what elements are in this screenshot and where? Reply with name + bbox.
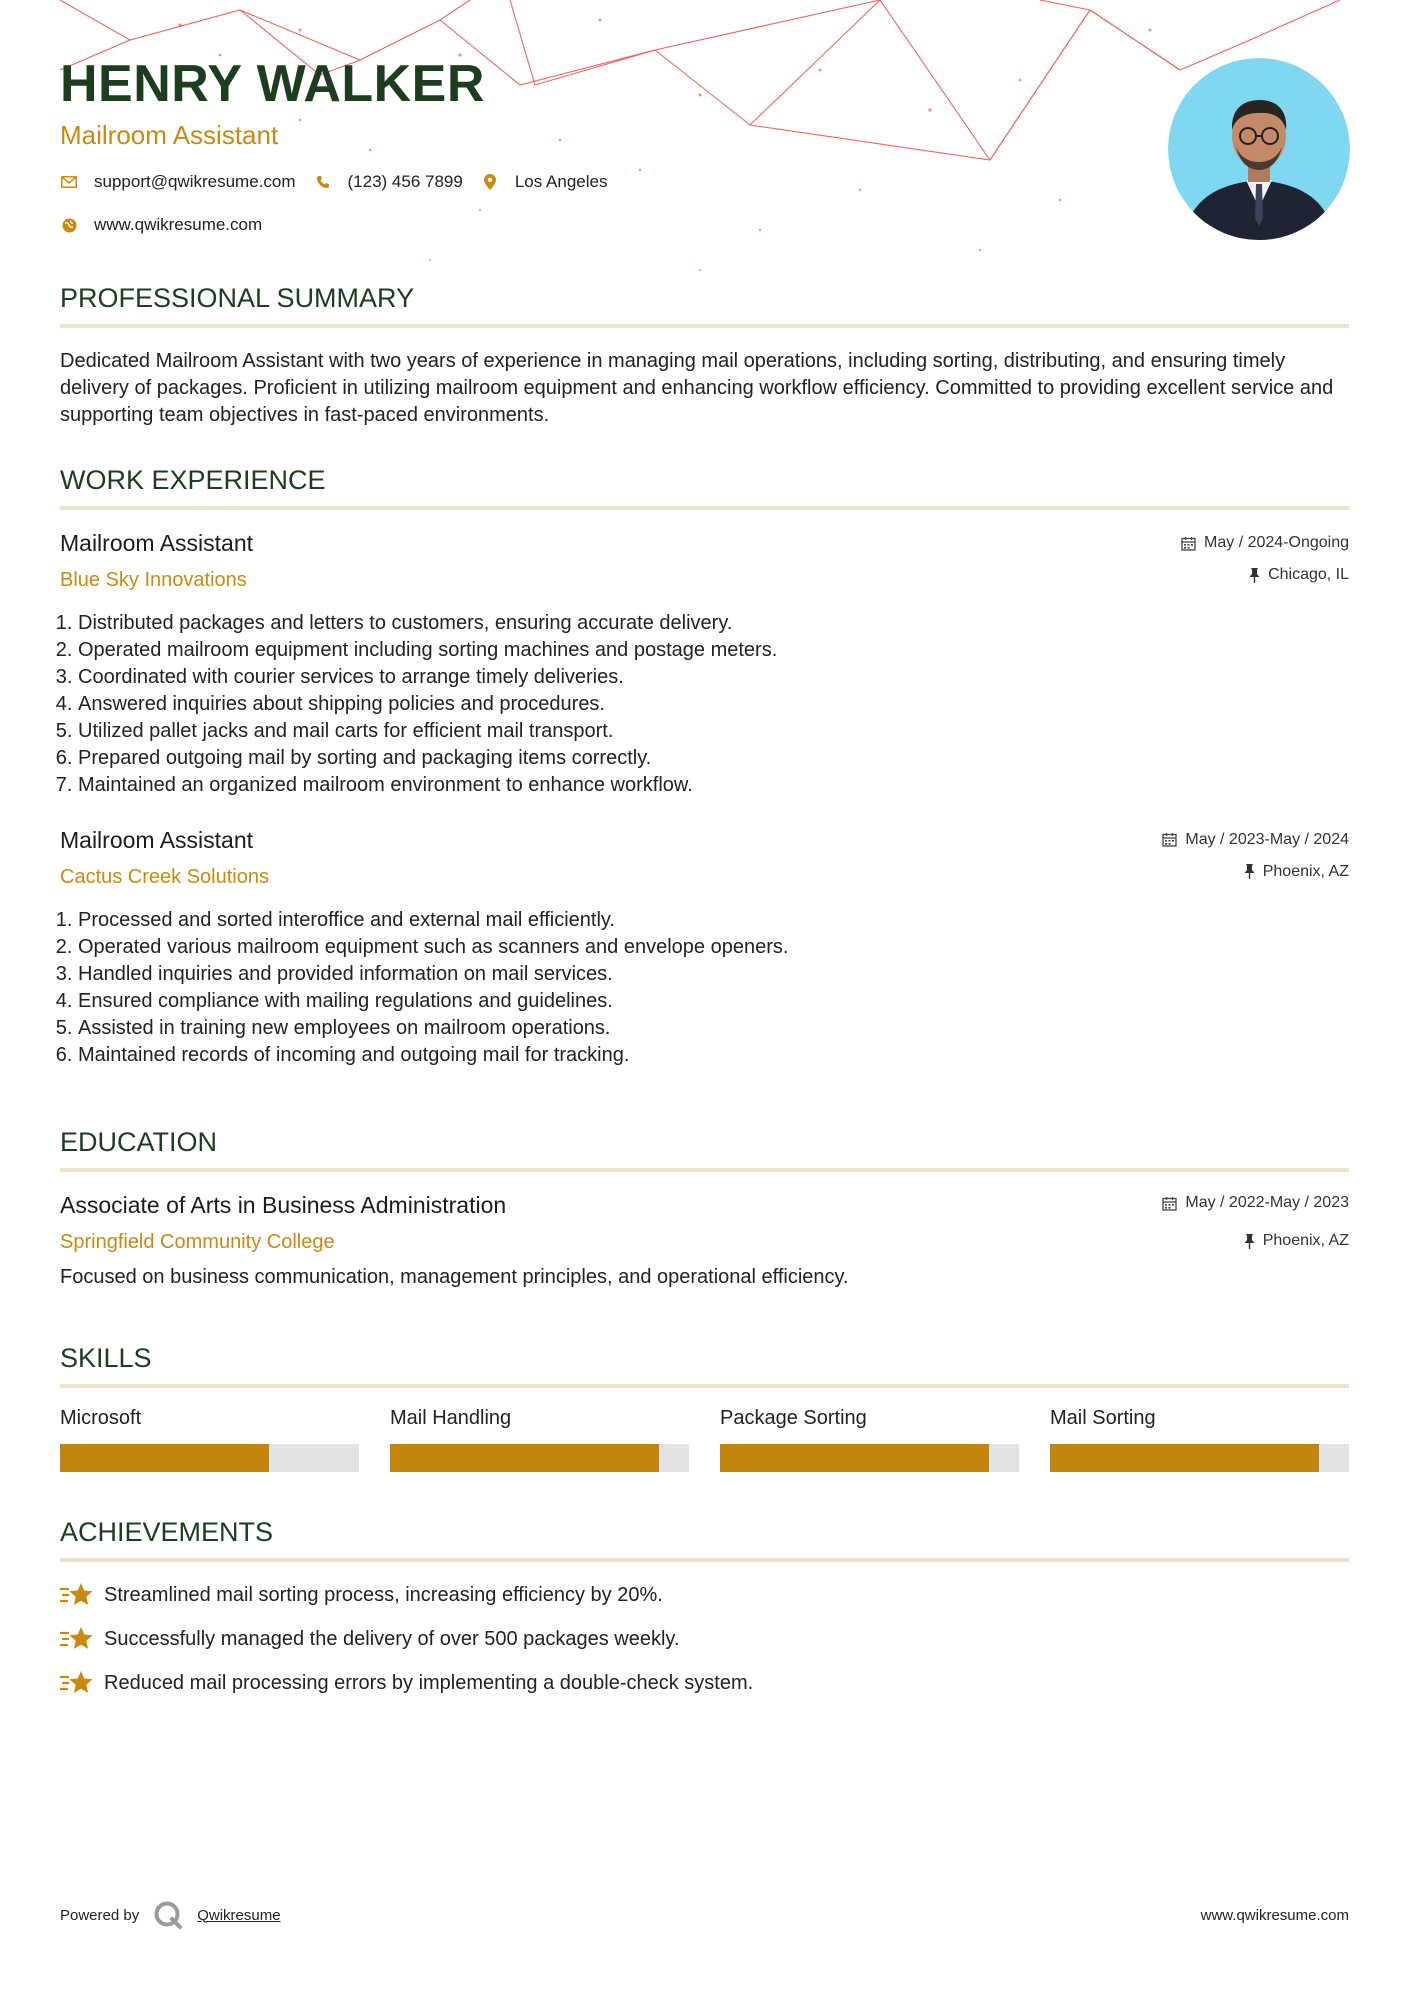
skill-name: Package Sorting: [720, 1407, 867, 1430]
section-divider: [60, 1168, 1349, 1172]
achievement-text: Streamlined mail sorting process, increasing efficiency by 20%.: [104, 1583, 663, 1606]
location-text: Los Angeles: [514, 172, 608, 191]
job-dates: [1162, 831, 1349, 849]
dates-text: May / 2024-Ongoing: [1204, 534, 1349, 552]
job-entry: [60, 827, 1349, 1069]
powered-by-label: Powered by: [60, 1906, 140, 1924]
contact-row-website: [60, 215, 280, 235]
summary-section: [60, 282, 1349, 429]
duty-list: [60, 907, 1349, 1069]
achievements-section: [60, 1516, 1349, 1696]
duty-item: 7. Maintained an organized mailroom environment to enhance workflow.: [78, 772, 1349, 799]
skill-bar: [60, 1444, 359, 1472]
section-divider: [60, 1384, 1349, 1388]
contact-email[interactable]: [60, 172, 296, 192]
star-icon: [60, 1580, 94, 1610]
email-text: support@qwikresume.com: [94, 172, 296, 191]
skills-heading: SKILLS: [60, 1343, 152, 1373]
location-text: Phoenix, AZ: [1262, 862, 1349, 880]
skills-section: [60, 1342, 1349, 1472]
duty-list: [60, 610, 1349, 799]
achievement-item: [60, 1626, 1349, 1652]
qwikresume-link[interactable]: Qwikresume: [197, 1906, 281, 1924]
skill-item: [390, 1406, 689, 1472]
achievement-item: [60, 1582, 1349, 1608]
skill-item: [1050, 1406, 1349, 1472]
skills-list: [60, 1406, 1349, 1472]
duty-item: 1. Distributed packages and letters to customers, ensuring accurate delivery.: [78, 610, 1349, 637]
duty-item: 6. Prepared outgoing mail by sorting and packaging items correctly.: [78, 745, 1349, 772]
achievement-text: Reduced mail processing errors by implementing a double-check system.: [104, 1671, 754, 1694]
phone-icon: [314, 173, 332, 191]
section-divider: [60, 324, 1349, 328]
contact-phone[interactable]: [314, 172, 463, 192]
job-location: [1244, 863, 1349, 881]
education-heading: EDUCATION: [60, 1127, 218, 1157]
skill-bar: [720, 1444, 1019, 1472]
company-name: Cactus Creek Solutions: [60, 865, 269, 888]
calendar-icon: [1181, 536, 1196, 551]
envelope-icon: [60, 173, 78, 191]
location-text: Phoenix, AZ: [1262, 1232, 1349, 1250]
skill-name: Microsoft: [60, 1407, 142, 1430]
skill-bar-fill: [60, 1444, 269, 1472]
education-entry: [60, 1192, 1349, 1291]
star-icon: [60, 1624, 94, 1654]
achievements-heading: ACHIEVEMENTS: [60, 1517, 274, 1547]
duty-item: 1. Processed and sorted interoffice and external mail efficiently.: [78, 907, 1349, 934]
duty-item: 3. Coordinated with courier services to arrange timely deliveries.: [78, 664, 1349, 691]
page-footer: [60, 1900, 1349, 1930]
resume-page: [60, 0, 1349, 1990]
candidate-title: Mailroom Assistant: [60, 120, 279, 150]
school-name: Springfield Community College: [60, 1230, 335, 1253]
candidate-name: HENRY WALKER: [60, 55, 485, 113]
skill-item: [720, 1406, 1019, 1472]
qwikresume-logo-icon: [153, 1900, 183, 1930]
contact-website[interactable]: [60, 215, 262, 235]
calendar-icon: [1162, 1196, 1177, 1211]
footer-website[interactable]: www.qwikresume.com: [1200, 1906, 1349, 1924]
skill-bar: [1050, 1444, 1349, 1472]
job-title: Mailroom Assistant: [60, 826, 254, 853]
duty-item: 2. Operated mailroom equipment including sorting machines and postage meters.: [78, 637, 1349, 664]
duty-item: 6. Maintained records of incoming and outgoing mail for tracking.: [78, 1042, 1349, 1069]
duty-item: 5. Utilized pallet jacks and mail carts for efficient mail transport.: [78, 718, 1349, 745]
skill-bar-fill: [390, 1444, 659, 1472]
education-description: Focused on business communication, management principles, and operational efficiency.: [60, 1265, 849, 1288]
experience-heading: WORK EXPERIENCE: [60, 465, 326, 495]
job-title: Mailroom Assistant: [60, 530, 254, 557]
education-section: [60, 1126, 1349, 1291]
globe-icon: [60, 216, 78, 234]
star-icon: [60, 1668, 94, 1698]
section-divider: [60, 1558, 1349, 1562]
degree-name: Associate of Arts in Business Administration: [60, 1192, 507, 1219]
calendar-icon: [1162, 832, 1177, 847]
pushpin-icon: [1244, 1234, 1255, 1249]
job-location: [1249, 566, 1349, 584]
skill-bar-fill: [720, 1444, 989, 1472]
education-location: [1244, 1232, 1349, 1250]
contact-location: [481, 172, 608, 192]
summary-heading: PROFESSIONAL SUMMARY: [60, 283, 415, 313]
skill-name: Mail Sorting: [1050, 1407, 1156, 1430]
duty-item: 2. Operated various mailroom equipment such as scanners and envelope openers.: [78, 934, 1349, 961]
job-entry: [60, 530, 1349, 799]
duty-item: 3. Handled inquiries and provided information on mail services.: [78, 961, 1349, 988]
pushpin-icon: [1249, 568, 1260, 583]
skill-item: [60, 1406, 359, 1472]
skill-name: Mail Handling: [390, 1407, 512, 1430]
map-pin-icon: [481, 173, 499, 191]
powered-by: [60, 1900, 281, 1930]
job-dates: [1181, 534, 1349, 552]
section-divider: [60, 506, 1349, 510]
skill-bar-fill: [1050, 1444, 1319, 1472]
skill-bar: [390, 1444, 689, 1472]
company-name: Blue Sky Innovations: [60, 568, 247, 591]
duty-item: 4. Ensured compliance with mailing regulations and guidelines.: [78, 988, 1349, 1015]
profile-photo: [1168, 58, 1350, 240]
website-text: www.qwikresume.com: [94, 215, 263, 234]
education-dates: [1162, 1194, 1349, 1212]
duty-item: 5. Assisted in training new employees on mailroom operations.: [78, 1015, 1349, 1042]
achievement-item: [60, 1670, 1349, 1696]
duty-item: 4. Answered inquiries about shipping policies and procedures.: [78, 691, 1349, 718]
phone-text: (123) 456 7899: [347, 172, 463, 191]
pushpin-icon: [1244, 864, 1255, 879]
achievement-text: Successfully managed the delivery of over 500 packages weekly.: [104, 1627, 680, 1650]
contact-row: [60, 172, 625, 192]
location-text: Chicago, IL: [1268, 566, 1349, 584]
dates-text: May / 2022-May / 2023: [1185, 1194, 1349, 1212]
dates-text: May / 2023-May / 2024: [1185, 830, 1349, 848]
experience-section: [60, 464, 1349, 1069]
summary-text: Dedicated Mailroom Assistant with two years of experience in managing mail operations, including sorting, distributing, and ensuring timely delivery of packages. Proficient in utilizing mailroom equipment and enhancing workflow efficiency. Committed to providing excellent service and supporting team objectives in fast-paced environments.: [60, 350, 1334, 427]
